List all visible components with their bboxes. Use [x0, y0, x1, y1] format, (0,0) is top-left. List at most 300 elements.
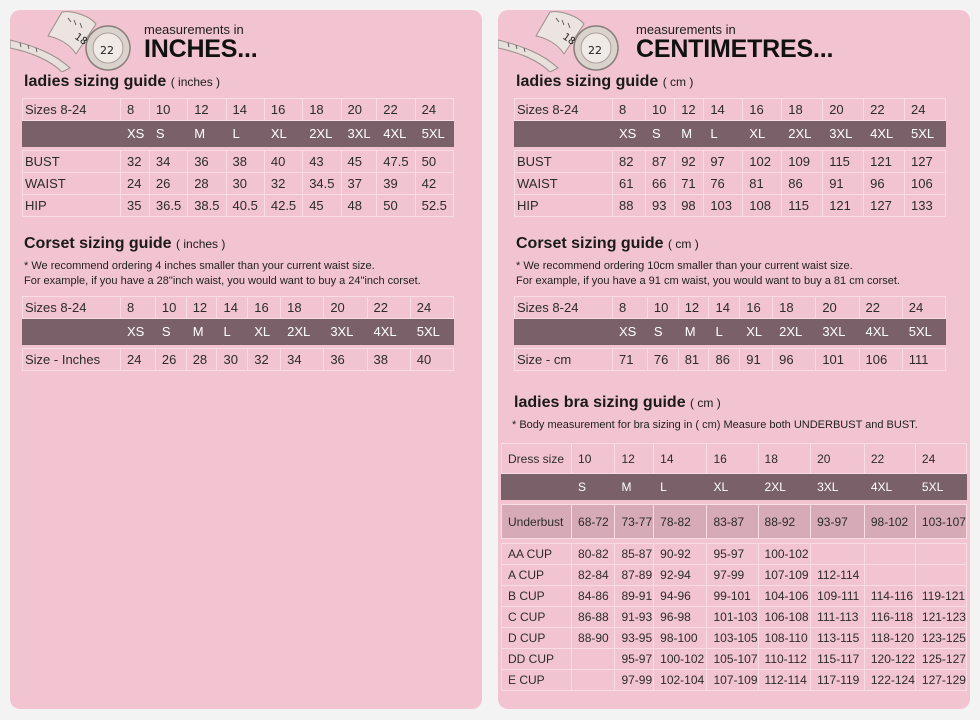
letter-size-cell: S [149, 121, 187, 147]
letter-size-cell: XS [121, 121, 150, 147]
measurement-value: 30 [226, 173, 264, 195]
size-cell: 20 [823, 99, 864, 121]
measurement-value: 28 [186, 349, 217, 371]
measurement-value: 32 [121, 151, 150, 173]
measurement-label: Size - Inches [23, 349, 121, 371]
measurement-value: 92 [675, 151, 704, 173]
letter-size-cell: XL [264, 121, 302, 147]
size-cell: 14 [709, 297, 740, 319]
letter-size-cell: 4XL [367, 319, 410, 345]
measurement-value: 76 [704, 173, 743, 195]
letter-size-cell: XL [743, 121, 782, 147]
ladies-sizing-title: ladies sizing guide ( cm ) [516, 73, 694, 90]
cup-label: C CUP [502, 607, 572, 628]
inches-panel [10, 10, 482, 709]
measurement-value: 82 [613, 151, 646, 173]
dress-size-cell: 22 [864, 444, 915, 474]
measurement-value: 106 [905, 173, 946, 195]
measurement-label: WAIST [23, 173, 121, 195]
letter-size-cell: 5XL [915, 474, 966, 500]
measurement-row [23, 349, 454, 371]
cup-value: 97-99 [707, 565, 758, 586]
letter-size-cell: M [678, 319, 709, 345]
size-cell: 18 [281, 297, 324, 319]
size-cell: 10 [155, 297, 186, 319]
size-cell: 8 [613, 297, 648, 319]
measurement-value: 103 [704, 195, 743, 217]
letter-size-cell: 4XL [864, 121, 905, 147]
corset-note-1: * We recommend ordering 4 inches smaller than your current waist size. [24, 260, 375, 272]
size-cell: 14 [226, 99, 264, 121]
measurement-value: 91 [823, 173, 864, 195]
cup-value [811, 544, 865, 565]
measurement-value: 32 [264, 173, 302, 195]
letter-size-cell: 3XL [324, 319, 367, 345]
letter-size-cell: 4XL [377, 121, 415, 147]
letter-size-row [23, 319, 454, 345]
cup-value: 119-121 [915, 586, 966, 607]
measurement-value: 48 [341, 195, 377, 217]
size-cell: 20 [341, 99, 377, 121]
underbust-value: 103-107 [915, 505, 966, 539]
measurement-value: 52.5 [415, 195, 453, 217]
ladies-sizing-table [514, 98, 946, 217]
svg-text:18: 18 [560, 31, 578, 48]
cup-value: 85-87 [615, 544, 654, 565]
letter-size-cell: 2XL [281, 319, 324, 345]
letter-size-cell: XL [248, 319, 281, 345]
letter-size-row [515, 121, 946, 147]
header-big: CENTIMETRES... [636, 35, 834, 63]
measurement-value: 133 [905, 195, 946, 217]
cup-value: 102-104 [654, 670, 707, 691]
corset-sizing-table [514, 296, 946, 371]
cup-value: 95-97 [615, 649, 654, 670]
cup-value: 118-120 [864, 628, 915, 649]
dress-size-cell: 16 [707, 444, 758, 474]
size-cell: 10 [646, 99, 675, 121]
letter-size-row [515, 319, 946, 345]
underbust-value: 88-92 [758, 505, 811, 539]
cup-row [502, 607, 967, 628]
measurement-value: 111 [902, 349, 945, 371]
cup-value: 100-102 [654, 649, 707, 670]
measurement-value: 127 [905, 151, 946, 173]
cup-value: 87-89 [615, 565, 654, 586]
letter-size-cell: 2XL [782, 121, 823, 147]
letter-size-cell: M [188, 121, 226, 147]
measurement-value: 93 [646, 195, 675, 217]
cup-value: 121-123 [915, 607, 966, 628]
letter-size-cell: XL [740, 319, 773, 345]
measurement-value: 42 [415, 173, 453, 195]
letter-size-cell: 3XL [811, 474, 865, 500]
size-cell: 22 [859, 297, 902, 319]
corset-sizing-title: Corset sizing guide ( cm ) [516, 235, 699, 252]
cup-label: B CUP [502, 586, 572, 607]
blank-cell [515, 319, 613, 345]
blank-cell [502, 474, 572, 500]
cup-value: 103-105 [707, 628, 758, 649]
bra-note: * Body measurement for bra sizing in ( cm) Measure both UNDERBUST and BUST. [512, 419, 918, 431]
measurement-value: 43 [303, 151, 341, 173]
letter-size-row [502, 474, 967, 500]
size-cell: 16 [743, 99, 782, 121]
size-cell: 8 [121, 99, 150, 121]
letter-size-cell: L [654, 474, 707, 500]
letter-size-cell: L [704, 121, 743, 147]
underbust-value: 83-87 [707, 505, 758, 539]
cup-value: 122-124 [864, 670, 915, 691]
size-cell: 24 [415, 99, 453, 121]
cup-label: DD CUP [502, 649, 572, 670]
blank-cell [23, 121, 121, 147]
underbust-value: 73-77 [615, 505, 654, 539]
measurement-value: 81 [678, 349, 709, 371]
size-cell: 18 [303, 99, 341, 121]
size-cell: 10 [647, 297, 678, 319]
size-cell: 10 [149, 99, 187, 121]
cup-value: 116-118 [864, 607, 915, 628]
measurement-label: Size - cm [515, 349, 613, 371]
measurement-value: 36 [188, 151, 226, 173]
measurement-value: 36 [324, 349, 367, 371]
cup-value: 114-116 [864, 586, 915, 607]
cup-value: 90-92 [654, 544, 707, 565]
cup-value: 94-96 [654, 586, 707, 607]
cup-label: D CUP [502, 628, 572, 649]
cup-value [864, 544, 915, 565]
letter-size-cell: XL [707, 474, 758, 500]
measurement-value: 34 [149, 151, 187, 173]
cup-value: 115-117 [811, 649, 865, 670]
dress-size-label: Dress size [502, 444, 572, 474]
cup-value: 89-91 [615, 586, 654, 607]
measurement-row [23, 195, 454, 217]
measurement-value: 26 [149, 173, 187, 195]
cup-value: 107-109 [758, 565, 811, 586]
corset-note-2: For example, if you have a 28"inch waist, you would want to buy a 24"inch corset. [24, 275, 421, 287]
size-cell: 18 [782, 99, 823, 121]
header-small: measurements in [636, 22, 736, 37]
dress-size-cell: 20 [811, 444, 865, 474]
svg-text:22: 22 [100, 44, 114, 57]
letter-size-cell: M [615, 474, 654, 500]
sizes-label: Sizes 8-24 [23, 99, 121, 121]
size-cell: 18 [773, 297, 816, 319]
svg-text:18: 18 [72, 31, 90, 48]
measurement-value: 24 [121, 173, 150, 195]
measurement-value: 108 [743, 195, 782, 217]
corset-note-2: For example, if you have a 91 cm waist, you would want to buy a 81 cm corset. [516, 275, 900, 287]
size-cell: 24 [902, 297, 945, 319]
letter-size-cell: S [155, 319, 186, 345]
underbust-value: 93-97 [811, 505, 865, 539]
cup-row [502, 586, 967, 607]
letter-size-cell: 5XL [905, 121, 946, 147]
underbust-label: Underbust [502, 505, 572, 539]
letter-size-cell: 2XL [303, 121, 341, 147]
dress-size-row [502, 444, 967, 474]
measurement-value: 28 [188, 173, 226, 195]
header-big: INCHES... [144, 35, 258, 63]
measurement-row [515, 173, 946, 195]
measurement-value: 88 [613, 195, 646, 217]
ladies-sizing-title: ladies sizing guide ( inches ) [24, 73, 221, 90]
letter-size-cell: 4XL [859, 319, 902, 345]
size-cell: 8 [613, 99, 646, 121]
measurement-value: 38.5 [188, 195, 226, 217]
letter-size-cell: L [709, 319, 740, 345]
cup-label: E CUP [502, 670, 572, 691]
size-cell: 12 [188, 99, 226, 121]
ladies-sizing-table [22, 98, 454, 217]
size-cell: 22 [864, 99, 905, 121]
cup-value: 106-108 [758, 607, 811, 628]
cup-value [572, 670, 615, 691]
cup-value: 98-100 [654, 628, 707, 649]
measurement-value: 96 [864, 173, 905, 195]
corset-sizing-title: Corset sizing guide ( inches ) [24, 235, 226, 252]
dress-size-cell: 10 [572, 444, 615, 474]
measurement-value: 38 [367, 349, 410, 371]
measurement-value: 97 [704, 151, 743, 173]
cup-value: 111-113 [811, 607, 865, 628]
size-cell: 20 [324, 297, 367, 319]
cup-value: 88-90 [572, 628, 615, 649]
measurement-value: 86 [709, 349, 740, 371]
letter-size-cell: S [572, 474, 615, 500]
cup-value: 112-114 [758, 670, 811, 691]
underbust-value: 98-102 [864, 505, 915, 539]
measurement-value: 106 [859, 349, 902, 371]
measurement-value: 101 [816, 349, 859, 371]
measurement-value: 34.5 [303, 173, 341, 195]
measurement-value: 76 [647, 349, 678, 371]
letter-size-cell: 3XL [823, 121, 864, 147]
cup-row [502, 544, 967, 565]
measurement-label: BUST [515, 151, 613, 173]
cup-value: 110-112 [758, 649, 811, 670]
measurement-label: WAIST [515, 173, 613, 195]
letter-size-cell: M [675, 121, 704, 147]
letter-size-cell: M [186, 319, 217, 345]
dress-size-cell: 14 [654, 444, 707, 474]
measurement-value: 24 [121, 349, 156, 371]
letter-size-cell: 5XL [410, 319, 453, 345]
cup-value: 117-119 [811, 670, 865, 691]
cup-value: 125-127 [915, 649, 966, 670]
letter-size-cell: S [646, 121, 675, 147]
cup-value: 97-99 [615, 670, 654, 691]
measurement-value: 87 [646, 151, 675, 173]
cup-value: 101-103 [707, 607, 758, 628]
bra-sizing-table [501, 443, 967, 691]
measurement-value: 81 [743, 173, 782, 195]
tape-measure-icon [10, 10, 140, 72]
blank-cell [23, 319, 121, 345]
sizes-row [515, 297, 946, 319]
size-cell: 12 [675, 99, 704, 121]
cup-value: 91-93 [615, 607, 654, 628]
size-cell: 16 [740, 297, 773, 319]
measurement-value: 26 [155, 349, 186, 371]
tape-measure-icon [498, 10, 628, 72]
size-cell: 22 [377, 99, 415, 121]
measurement-row [23, 173, 454, 195]
measurement-label: HIP [515, 195, 613, 217]
measurement-value: 102 [743, 151, 782, 173]
measurement-value: 115 [823, 151, 864, 173]
letter-size-cell: XS [121, 319, 156, 345]
letter-size-cell: S [647, 319, 678, 345]
dress-size-cell: 18 [758, 444, 811, 474]
centimetres-panel [498, 10, 970, 709]
blank-cell [515, 121, 613, 147]
measurement-value: 38 [226, 151, 264, 173]
sizes-label: Sizes 8-24 [515, 99, 613, 121]
measurement-value: 40 [264, 151, 302, 173]
measurement-row [515, 151, 946, 173]
measurement-value: 40.5 [226, 195, 264, 217]
measurement-value: 45 [303, 195, 341, 217]
letter-size-cell: 3XL [341, 121, 377, 147]
measurement-value: 96 [773, 349, 816, 371]
measurement-label: BUST [23, 151, 121, 173]
letter-size-cell: 3XL [816, 319, 859, 345]
cup-value: 93-95 [615, 628, 654, 649]
cup-value: 99-101 [707, 586, 758, 607]
cup-value: 113-115 [811, 628, 865, 649]
underbust-value: 78-82 [654, 505, 707, 539]
svg-text:22: 22 [588, 44, 602, 57]
measurement-value: 86 [782, 173, 823, 195]
cup-value: 127-129 [915, 670, 966, 691]
underbust-value: 68-72 [572, 505, 615, 539]
cup-value [915, 544, 966, 565]
letter-size-cell: 2XL [758, 474, 811, 500]
size-cell: 24 [410, 297, 453, 319]
corset-note-1: * We recommend ordering 10cm smaller than your current waist size. [516, 260, 853, 272]
measurement-value: 109 [782, 151, 823, 173]
letter-size-cell: L [226, 121, 264, 147]
size-cell: 14 [704, 99, 743, 121]
cup-value: 80-82 [572, 544, 615, 565]
letter-size-cell: 4XL [864, 474, 915, 500]
cup-label: AA CUP [502, 544, 572, 565]
measurement-value: 71 [675, 173, 704, 195]
measurement-value: 40 [410, 349, 453, 371]
cup-value: 109-111 [811, 586, 865, 607]
sizes-row [515, 99, 946, 121]
cup-value: 96-98 [654, 607, 707, 628]
measurement-value: 61 [613, 173, 646, 195]
size-cell: 22 [367, 297, 410, 319]
measurement-value: 37 [341, 173, 377, 195]
cup-value: 108-110 [758, 628, 811, 649]
measurement-value: 32 [248, 349, 281, 371]
letter-size-cell: 5XL [415, 121, 453, 147]
cup-value: 100-102 [758, 544, 811, 565]
measurement-value: 50 [377, 195, 415, 217]
cup-value: 105-107 [707, 649, 758, 670]
letter-size-cell: XS [613, 319, 648, 345]
cup-value [572, 649, 615, 670]
measurement-label: HIP [23, 195, 121, 217]
underbust-row [502, 505, 967, 539]
letter-size-cell: XS [613, 121, 646, 147]
measurement-value: 34 [281, 349, 324, 371]
sizes-row [23, 297, 454, 319]
measurement-value: 36.5 [149, 195, 187, 217]
size-cell: 24 [905, 99, 946, 121]
letter-size-cell: 2XL [773, 319, 816, 345]
measurement-value: 66 [646, 173, 675, 195]
size-cell: 12 [678, 297, 709, 319]
letter-size-cell: L [217, 319, 248, 345]
measurement-value: 42.5 [264, 195, 302, 217]
size-cell: 12 [186, 297, 217, 319]
cup-row [502, 628, 967, 649]
measurement-value: 45 [341, 151, 377, 173]
sizes-label: Sizes 8-24 [515, 297, 613, 319]
measurement-value: 121 [864, 151, 905, 173]
measurement-row [23, 151, 454, 173]
measurement-value: 50 [415, 151, 453, 173]
measurement-value: 39 [377, 173, 415, 195]
cup-row [502, 649, 967, 670]
sizes-label: Sizes 8-24 [23, 297, 121, 319]
cup-value: 84-86 [572, 586, 615, 607]
measurement-row [515, 195, 946, 217]
size-cell: 16 [264, 99, 302, 121]
cup-label: A CUP [502, 565, 572, 586]
measurement-value: 121 [823, 195, 864, 217]
measurement-value: 47.5 [377, 151, 415, 173]
letter-size-cell: 5XL [902, 319, 945, 345]
size-cell: 14 [217, 297, 248, 319]
cup-value: 104-106 [758, 586, 811, 607]
cup-value: 120-122 [864, 649, 915, 670]
cup-value: 112-114 [811, 565, 865, 586]
size-cell: 16 [248, 297, 281, 319]
cup-row [502, 670, 967, 691]
cup-value: 86-88 [572, 607, 615, 628]
measurement-value: 127 [864, 195, 905, 217]
dress-size-cell: 12 [615, 444, 654, 474]
cup-value [864, 565, 915, 586]
header-small: measurements in [144, 22, 244, 37]
sizes-row [23, 99, 454, 121]
corset-sizing-table [22, 296, 454, 371]
measurement-value: 35 [121, 195, 150, 217]
measurement-value: 30 [217, 349, 248, 371]
cup-value: 123-125 [915, 628, 966, 649]
cup-value [915, 565, 966, 586]
cup-value: 82-84 [572, 565, 615, 586]
measurement-value: 98 [675, 195, 704, 217]
measurement-row [515, 349, 946, 371]
letter-size-row [23, 121, 454, 147]
cup-value: 95-97 [707, 544, 758, 565]
measurement-value: 91 [740, 349, 773, 371]
cup-row [502, 565, 967, 586]
measurement-value: 115 [782, 195, 823, 217]
measurement-value: 71 [613, 349, 648, 371]
size-cell: 8 [121, 297, 156, 319]
cup-value: 92-94 [654, 565, 707, 586]
size-cell: 20 [816, 297, 859, 319]
